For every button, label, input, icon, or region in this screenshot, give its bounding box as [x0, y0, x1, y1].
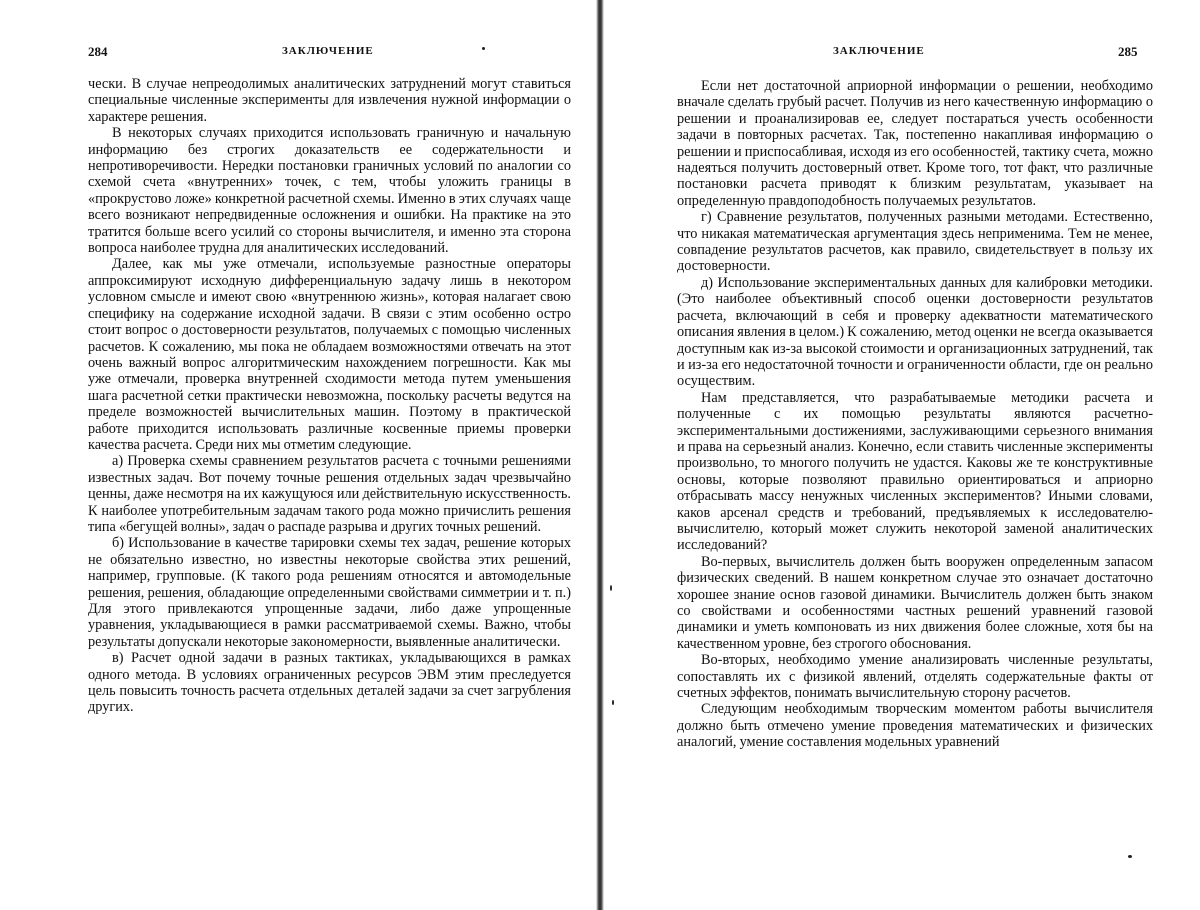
book-spread	[0, 0, 1200, 910]
print-speck	[1128, 855, 1132, 858]
page-number: 285	[1118, 44, 1138, 60]
paragraph: Следующим необходимым творческим моментом работы вычислителя должно быть отмечено умение проведения математических и физических аналогий, умение составления модельных уравнений	[677, 701, 1153, 750]
running-head: ЗАКЛЮЧЕНИЕ	[282, 45, 374, 57]
paragraph: г) Сравнение результатов, полученных разными методами. Естественно, что никакая математическая аргументация здесь неприменима. Тем не менее, совпадение результатов расчетов, как правило, свидетельствует в пользу их достоверности.	[677, 209, 1153, 275]
paragraph: д) Использование экспериментальных данных для калибровки методики. (Это наиболее объективный способ оценки достоверности результатов расчета, включающий в себя и проверку адекватности математического описания явления в целом.) К сожалению, метод оценки не всегда оказывается доступным как из-за высокой стоимости и организационных затруднений, так и из-за его недостаточной точности и ограниченности области, где он реально осуществим.	[677, 275, 1153, 390]
right-page	[600, 0, 1200, 910]
print-speck	[612, 700, 614, 705]
paragraph: чески. В случае непреодолимых аналитических затруднений могут ставиться специальные численные эксперименты для извлечения нужной информации о характере решения.	[88, 76, 571, 125]
paragraph: а) Проверка схемы сравнением результатов расчета с точными решениями известных задач. Вот почему точные решения отдельных задач чрезвычайно ценны, даже несмотря на их кажущуюся или действительную искусственность. К наиболее употребительным задачам такого рода можно причислить решения типа «бегущей волны», задач о распаде разрыва и других точных решений.	[88, 453, 571, 535]
page-body	[88, 76, 571, 716]
page-body	[677, 78, 1153, 751]
paragraph: Во-вторых, необходимо умение анализировать численные результаты, сопоставлять их с физикой явлений, отделять содержательные факты от счетных эффектов, понимать вычислительную сторону расчетов.	[677, 652, 1153, 701]
print-speck	[610, 585, 612, 591]
paragraph: В некоторых случаях приходится использовать граничную и начальную информацию без строгих доказательств ее содержательности и непротиворечивости. Нередки постановки граничных условий по аналогии со схемой счета «внутренних» точек, с тем, чтобы уложить границы в «прокрустово ложе» конкретной расчетной схемы. Именно в этих случаях чаще всего возникают непредвиденные осложнения и ошибки. На практике на это тратится больше всего усилий со стороны вычислителя, и именно эта сторона вопроса наиболее трудна для аналитических исследований.	[88, 125, 571, 256]
paragraph: б) Использование в качестве тарировки схемы тех задач, решение которых не обязательно известно, но известны некоторые свойства этих решений, например, групповые. (К такого рода решениям относятся и автомодельные решения, решения, обладающие определенными свойствами симметрии и т. п.) Для этого привлекаются упрощенные задачи, либо даже упрощенные уравнения, укладывающиеся в рамки рассматриваемой схемы. Важно, чтобы результаты допускали некоторые закономерности, выявленные аналитически.	[88, 535, 571, 650]
paragraph: Далее, как мы уже отмечали, используемые разностные операторы аппроксимируют исходную дифференциальную задачу лишь в некотором условном смысле и имеют свою «внутреннюю жизнь», которая налагает свою специфику на содержание исходной задачи. В связи с этим особенно остро стоит вопрос о достоверности результатов, получаемых с помощью численных расчетов. К сожалению, мы пока не обладаем возможностями отвечать на этот очень важный вопрос алгоритмическим нахождением погрешности. Как мы уже отмечали, проверка внутренней сходимости метода путем уменьшения шага расчетной сетки практически невозможна, поскольку расчеты ведутся на пределе возможностей вычислительных машин. Поэтому в практической работе приходится использовать различные косвенные приемы проверки качества расчета. Среди них мы отметим следующие.	[88, 256, 571, 453]
left-page	[0, 0, 600, 910]
print-speck	[482, 47, 485, 50]
paragraph: Если нет достаточной априорной информации о решении, необходимо вначале сделать грубый расчет. Получив из него качественную информацию о решении и проанализировав ее, следует постараться учесть особенности задачи в повторных расчетах. Так, постепенно накапливая информацию о решении и приспосабливая, исходя из его особенностей, тактику счета, можно надеяться получить достоверный ответ. Кроме того, тот факт, что различные постановки расчета приводят к близким результатам, указывает на определенную правдоподобность получаемых результатов.	[677, 78, 1153, 209]
paragraph: Нам представляется, что разрабатываемые методики расчета и полученные с их помощью результаты являются расчетно-экспериментальными достижениями, заслуживающими серьезного внимания и права на серьезный анализ. Конечно, если ставить численные эксперименты произвольно, то многого получить не удастся. Каковы же те конструктивные основы, которые позволяют правильно ориентироваться и априорно отбрасывать массу ненужных численных экспериментов? Иными словами, каков арсенал средств и требований, предъявляемых к исследователю-вычислителю, который может служить некоторой заменой аналитических исследований?	[677, 390, 1153, 554]
paragraph: в) Расчет одной задачи в разных тактиках, укладывающихся в рамках одного метода. В условиях ограниченных ресурсов ЭВМ этим преследуется цель повысить точность расчета отдельных деталей задачи за счет загрубления других.	[88, 650, 571, 716]
page-number: 284	[88, 44, 108, 60]
running-head: ЗАКЛЮЧЕНИЕ	[833, 45, 925, 57]
paragraph: Во-первых, вычислитель должен быть вооружен определенным запасом физических сведений. В нашем конкретном случае это означает достаточно хорошее знание основ газовой динамики. Вычислитель должен быть знаком со свойствами и особенностями частных решений уравнений газовой динамики и уметь компоновать из них движения более сложные, хотя бы на качественном уровне, без строгого обоснования.	[677, 554, 1153, 652]
print-speck	[462, 296, 464, 298]
